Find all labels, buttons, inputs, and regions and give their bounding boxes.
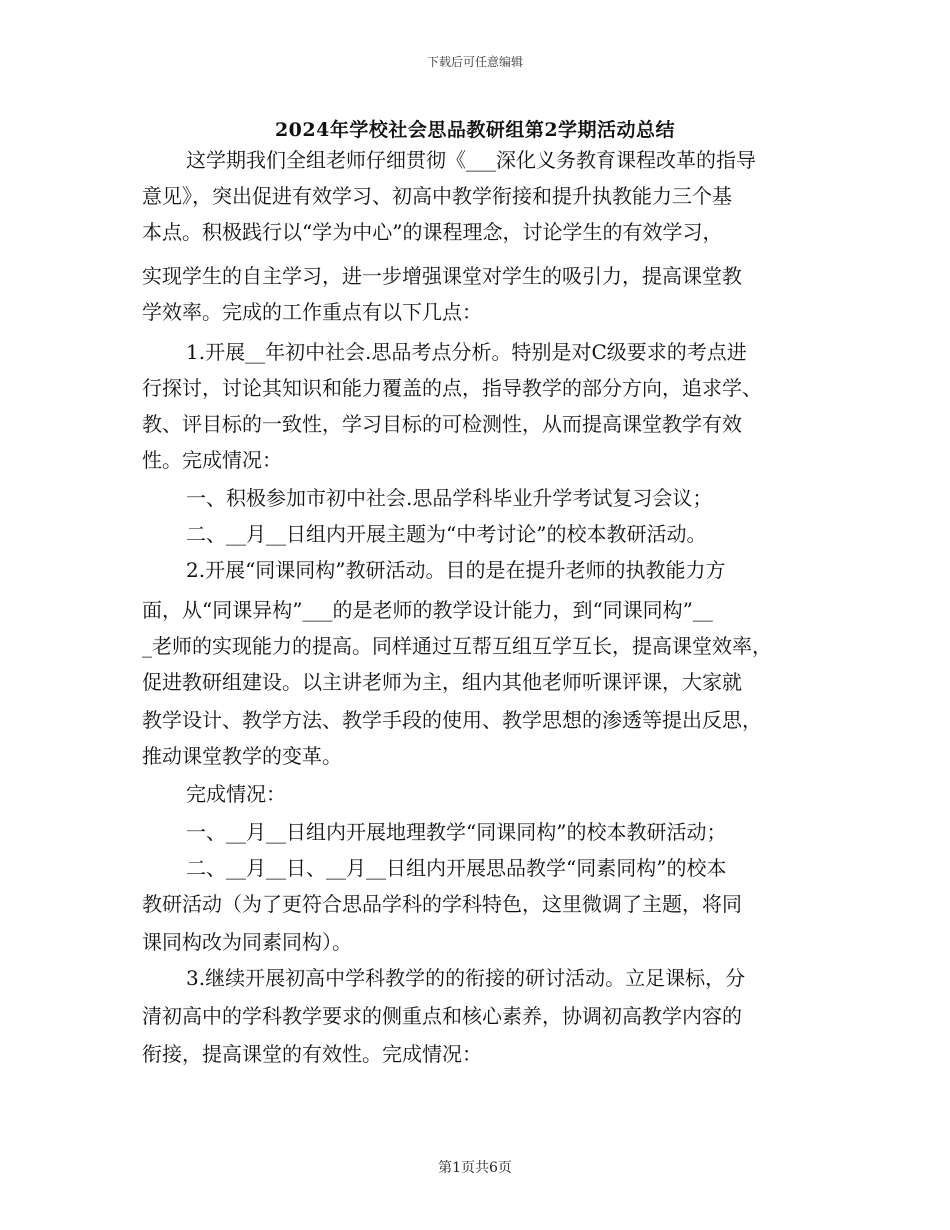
paragraph-line: _老师的实现能力的提高。同样通过互帮互组互学互长，提高课堂效率，	[142, 634, 772, 658]
paragraph-line: 一、__月__日组内开展地理教学“同课同构”的校本教研活动；	[186, 820, 727, 844]
paragraph-line: 性。完成情况：	[142, 448, 282, 472]
page-number: 第1页共6页	[438, 1160, 512, 1176]
document-title: 2024年学校社会思品教研组第2学期活动总结	[274, 119, 676, 141]
paragraph-line: 2.开展“同课同构”教研活动。目的是在提升老师的执教能力方	[186, 558, 726, 582]
paragraph-line: 行探讨，讨论其知识和能力覆盖的点，指导教学的部分方向，追求学、	[142, 376, 762, 400]
paragraph-line: 教、评目标的一致性，学习目标的可检测性，从而提高课堂教学有效	[142, 412, 742, 436]
paragraph-line: 实现学生的自主学习，进一步增强课堂对学生的吸引力，提高课堂教	[142, 264, 742, 288]
paragraph-line: 3.继续开展初高中学科教学的的衔接的研讨活动。立足课标，分	[186, 966, 746, 990]
paragraph-line: 一、积极参加市初中社会.思品学科毕业升学考试复习会议；	[186, 486, 713, 510]
paragraph-line: 教学设计、教学方法、教学手段的使用、教学思想的渗透等提出反思，	[142, 708, 762, 732]
paragraph-line: 推动课堂教学的变革。	[142, 744, 342, 768]
paragraph-line: 衔接，提高课堂的有效性。完成情况：	[142, 1042, 482, 1066]
paragraph-line: 课同构改为同素同构）。	[142, 930, 352, 954]
paragraph-line: 教研活动（为了更符合思品学科的学科特色，这里微调了主题，将同	[142, 892, 742, 916]
paragraph-line: 1.开展__年初中社会.思品考点分析。特别是对C级要求的考点进	[186, 340, 747, 364]
paragraph-line: 二、__月__日、__月__日组内开展思品教学“同素同构”的校本	[186, 856, 727, 880]
paragraph-line: 意见》，突出促进有效学习、初高中教学衔接和提升执教能力三个基	[142, 184, 732, 208]
paragraph-line: 清初高中的学科教学要求的侧重点和核心素养，协调初高教学内容的	[142, 1004, 742, 1028]
paragraph-line: 面，从“同课异构”___的是老师的教学设计能力，到“同课同构”__	[142, 598, 713, 622]
paragraph-line: 完成情况：	[186, 782, 286, 806]
paragraph-line: 促进教研组建设。以主讲老师为主，组内其他老师听课评课，大家就	[142, 670, 742, 694]
paragraph-line: 学效率。完成的工作重点有以下几点：	[142, 300, 482, 324]
paragraph-line: 这学期我们全组老师仔细贯彻《___深化义务教育课程改革的指导	[186, 148, 756, 172]
paragraph-line: 本点。积极践行以“学为中心”的课程理念，讨论学生的有效学习，	[142, 220, 723, 244]
paragraph-line: 二、__月__日组内开展主题为“中考讨论”的校本教研活动。	[186, 522, 707, 546]
header-note: 下载后可任意编辑	[426, 55, 523, 69]
